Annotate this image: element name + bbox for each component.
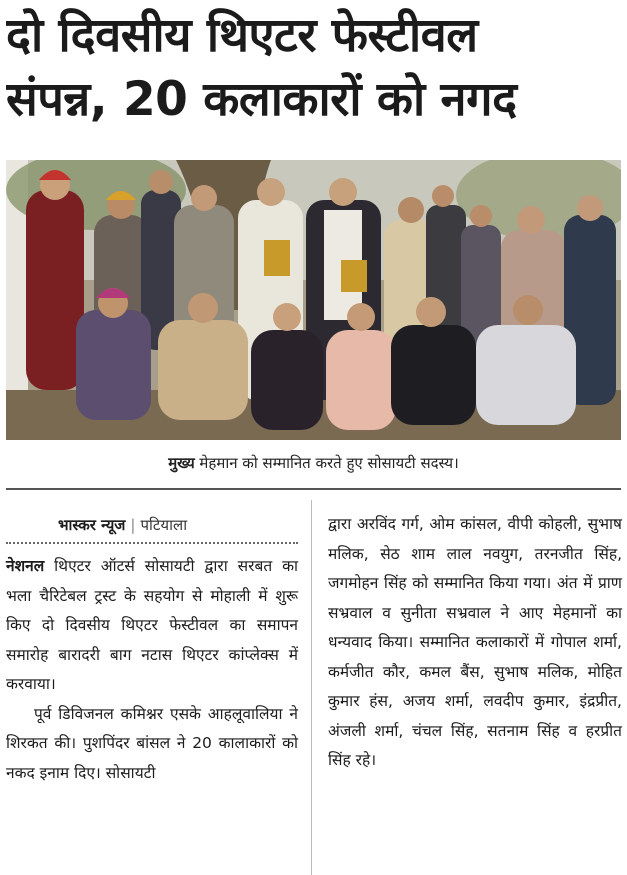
dateline [58,510,298,540]
photo-caption [6,452,621,474]
dateline-separator: | [130,516,136,534]
headline [6,4,621,132]
article-column-right [328,510,622,776]
headline-line-2: संपन्न, 20 कलाकारों को नगद [6,72,517,127]
section-divider [6,488,621,490]
dateline-place: पटियाला [140,516,188,534]
column-divider [311,500,312,875]
article-paragraph-2: पूर्व डिविजनल कमिश्नर एसके आहलूवालिया ने शिरकत की। पुशपिंदर बांसल ने 20 कालाकारों को नकद इनाम दिए। सोसायटी [6,704,298,782]
article-paragraph-3: द्वारा अरविंद गर्ग, ओम कांसल, वीपी कोहली, सुभाष मलिक, सेठ शाम लाल नवयुग, तरनजीत सिंह, जगमोहन सिंह को सम्मानित किया गया। अंत में प्राण सभ्रवाल व सुनीता सभ्रवाल ने आए मेहमानों का धन्यवाद किया। सम्मानित कलाकारों में गोपाल शर्मा, कर्मजीत कौर, कमल बैंस, सुभाष मलिक, मोहित कुमार हंस, अजय शर्मा, लवदीप कुमार, इंद्रप्रीत, अंजली शर्मा, चंचल सिंह, सतनाम सिंह व हरप्रीत सिंह रहे। [328,515,622,769]
dateline-agency: भास्कर न्यूज [58,516,126,534]
caption-text: मेहमान को सम्मानित करते हुए सोसायटी सदस्य। [194,454,459,472]
group-photo-illustration [6,160,621,440]
article-column-left [6,510,298,788]
group-photo-image [6,160,621,440]
article-lead-word: नेशनल [6,557,45,575]
article-paragraph-1-text: थिएटर ऑटर्स सोसायटी द्वारा सरबत का भला चैरिटेबल ट्रस्ट के सहयोग से मोहाली में शुरू किए दो दिवसीय थिएटर फेस्टीवल का समापन समारोह बारादरी बाग नटास थिएटर कांप्लेक्स में करवाया। [6,557,298,693]
headline-line-1: दो दिवसीय थिएटर फेस्टीवल [6,8,478,63]
dateline-dotted-rule [6,542,298,544]
caption-bold: मुख्य [168,454,195,472]
article-paragraph-1 [6,552,298,700]
